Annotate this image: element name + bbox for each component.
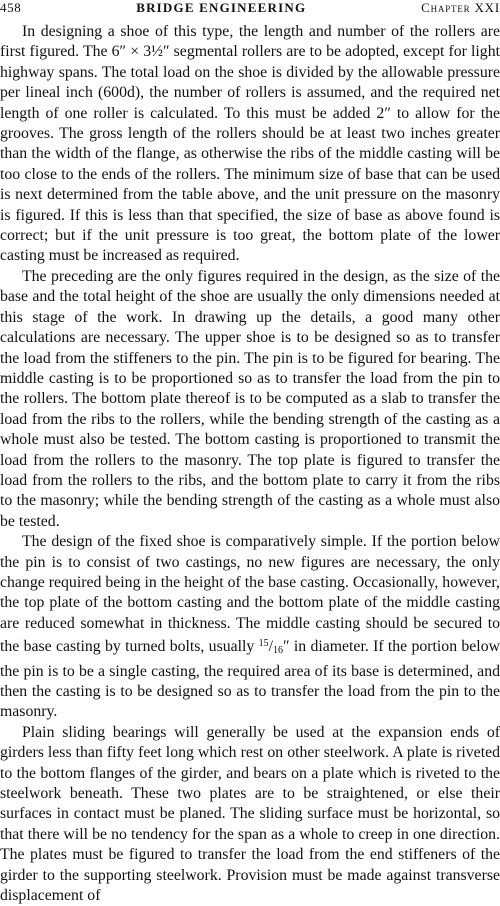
paragraph-fixed-shoe: The design of the fixed shoe is comparatively simple. If the portion below the pin is to consist of two castings, no new figures are necessary, the only change required being in the height of the base casting. Occasionally, however, the top plate of the bottom casting and the bottom plate of the middle casting are reduced somewhat in thickness. The middle casting should be secured to the base casting by turned bolts, usually $^{15}$/16″ in diameter. If the portion below the pin is to be a single casting, the required area of its base is determined, and then the casting is to be designed so as to transfer the load from the pin to the masonry. bbox=[0, 533, 500, 721]
fraction-denominator: 16 bbox=[273, 645, 283, 657]
fixed-shoe-text-before: The design of the fixed shoe is comparatively simple. If the portion below the pin is to consist of two castings, no new figures are necessary, the only change required being in the height of the base casting. Occasionally, however, the top plate of the bottom casting and the bottom plate of the middle casting are reduced somewhat in thickness. The middle casting should be secured to the base casting by turned bolts, usually bbox=[0, 533, 500, 656]
paragraph-roller-shoe-design: In designing a shoe of this type, the length and number of the rollers are first figured. The 6″ × 3½″ segmental rollers are to be adopted, except for light highway spans. The total load on the shoe is divided by the allowable pressure per lineal inch (600d), the number of rollers is assumed, and the required net length of one roller is calculated. To this must be added 2″ to allow for the grooves. The gross length of the rollers should be at least two inches greater than the width of the flange, as otherwise the ribs of the middle casting will be too close to the ends of the rollers. The minimum size of base that can be used is next determined from the table above, and the unit pressure on the masonry is figured. If this is less than that specified, the size of base as above found is correct; but if the unit pressure is too great, the bottom plate of the lower casting must be increased as required. bbox=[0, 23, 500, 265]
page-number: 458 bbox=[0, 0, 22, 15]
paragraph-detail-calculations: The preceding are the only figures required in the design, as the size of the base and the total height of the shoe are usually the only dimensions needed at this stage of the work. In drawing up the details, a good many other calculations are necessary. The upper shoe is to be designed so as to transfer the load from the stiffeners to the pin. The pin is to be figured for bearing. The middle casting is to be proportioned so as to transfer the load from the pin to the rollers. The bottom plate thereof is to be computed as a slab to transfer the load from the ribs to the rollers, while the bending strength of the casting as a whole must also be tested. The bottom casting is proportioned to transmit the load from the rollers to the masonry. The top plate is figured to transfer the load from the rollers to the ribs, and the bottom plate to carry it from the ribs to the masonry; while the bending strength of the casting as a whole must also be tested. bbox=[0, 267, 500, 530]
fraction-numerator: 15 bbox=[258, 638, 269, 650]
running-head bbox=[0, 0, 500, 24]
body-text bbox=[0, 22, 500, 906]
running-title: BRIDGE ENGINEERING bbox=[136, 0, 307, 15]
fixed-shoe-text-after: ″ in diameter. If the portion below the pin is to be a single casting, the required area of its base is determined, and then the casting is to be designed so as to transfer the load from the pin to the masonry. bbox=[0, 638, 500, 721]
chapter-label: Chapter XXI bbox=[421, 0, 500, 15]
paragraph-sliding-bearings: Plain sliding bearings will generally be used at the expansion ends of girders less than fifty feet long which rest on other steelwork. A plate is riveted to the bottom flanges of the girder, and bears on a plate which is riveted to the steelwork beneath. These two plates are to be straightened, or else their surfaces in contact must be planed. The sliding surface must be horizontal, so that there will be no tendency for the span as a whole to creep in one direction. The plates must be figured to transfer the load from the end stiffeners of the girder to the supporting steelwork. Provision must be made against transverse displacement of bbox=[0, 723, 500, 905]
